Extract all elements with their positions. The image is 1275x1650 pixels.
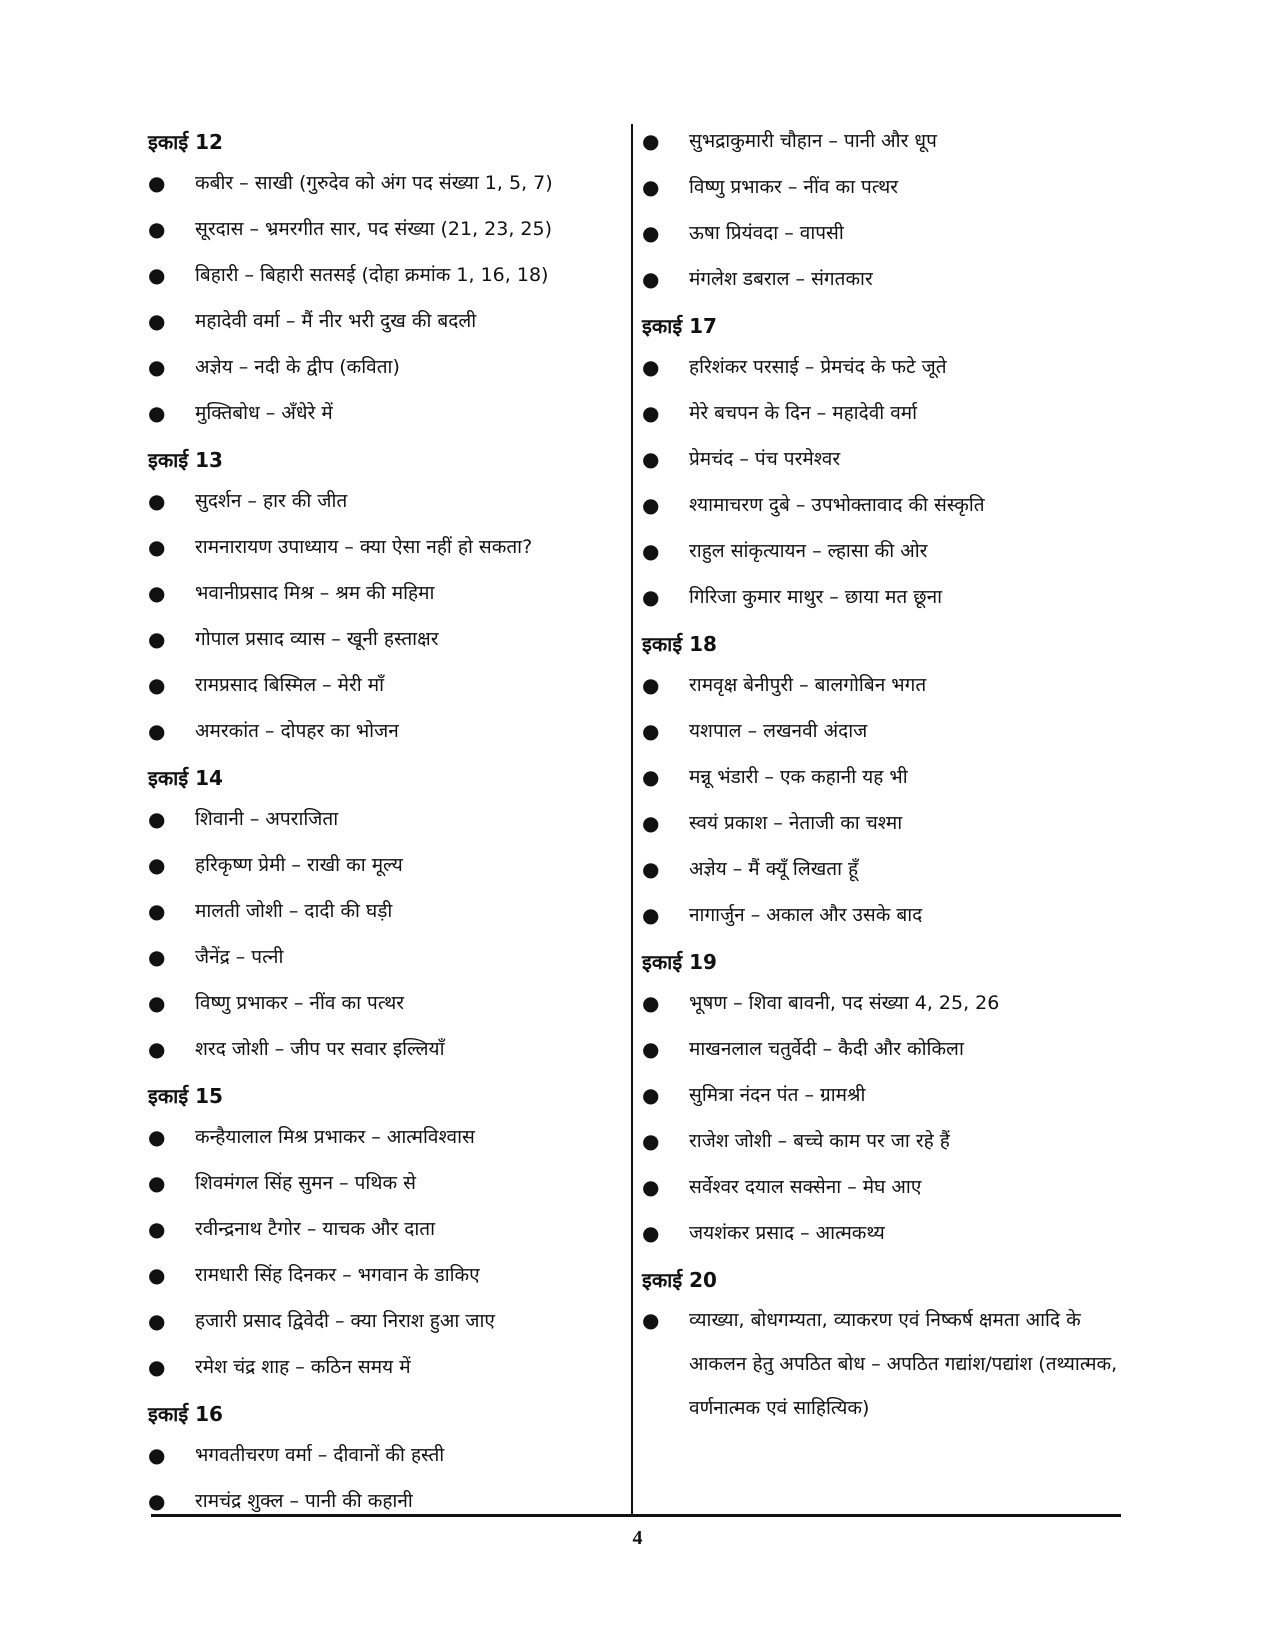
list-item: ● सुदर्शन – हार की जीत [148, 478, 618, 524]
list-item: ● शरद जोशी – जीप पर सवार इल्लियाँ [148, 1026, 618, 1072]
unit-heading: इकाई 14 [148, 766, 223, 790]
list-item: ● मन्नू भंडारी – एक कहानी यह भी [642, 754, 1132, 800]
list-item: ● नागार्जुन – अकाल और उसके बाद [642, 892, 1132, 938]
list-item: ● रमेश चंद्र शाह – कठिन समय में [148, 1344, 618, 1390]
list-item: ● कबीर – साखी (गुरुदेव को अंग पद संख्या 1, 5, 7) [148, 160, 618, 206]
bullet-icon: ● [642, 355, 660, 379]
bullet-icon: ● [642, 719, 660, 743]
bullet-icon: ● [642, 857, 660, 881]
list-item: ● अमरकांत – दोपहर का भोजन [148, 708, 618, 754]
list-item: ● हरिशंकर परसाई – प्रेमचंद के फटे जूते [642, 344, 1132, 390]
bullet-icon: ● [642, 1083, 660, 1107]
list-item: ● जैनेंद्र – पत्नी [148, 934, 618, 980]
bullet-icon: ● [148, 807, 166, 831]
list-item: ● रामप्रसाद बिस्मिल – मेरी माँ [148, 662, 618, 708]
list-item: ● सूरदास – भ्रमरगीत सार, पद संख्या (21, 23, 25) [148, 206, 618, 252]
bullet-icon: ● [148, 535, 166, 559]
bullet-icon: ● [642, 221, 660, 245]
list-item: ● मेरे बचपन के दिन – महादेवी वर्मा [642, 390, 1132, 436]
list-item: ● भूषण – शिवा बावनी, पद संख्या 4, 25, 26 [642, 980, 1132, 1026]
bullet-icon: ● [148, 719, 166, 743]
column-divider [631, 124, 633, 1517]
list-item: ● बिहारी – बिहारी सतसई (दोहा क्रमांक 1, 16, 18) [148, 252, 618, 298]
bullet-icon: ● [148, 309, 166, 333]
bullet-icon: ● [148, 401, 166, 425]
list-item: ● शिवानी – अपराजिता [148, 796, 618, 842]
list-item: ● विष्णु प्रभाकर – नींव का पत्थर [642, 164, 1132, 210]
bullet-icon: ● [642, 585, 660, 609]
bullet-icon: ● [642, 1129, 660, 1153]
bullet-icon: ● [148, 489, 166, 513]
list-item: ● राजेश जोशी – बच्चे काम पर जा रहे हैं [642, 1118, 1132, 1164]
page-number: 4 [632, 1527, 643, 1549]
list-item: ● सुभद्राकुमारी चौहान – पानी और धूप [642, 118, 1132, 164]
bullet-icon: ● [148, 1125, 166, 1149]
list-item: ● जयशंकर प्रसाद – आत्मकथ्य [642, 1210, 1132, 1256]
bullet-icon: ● [148, 355, 166, 379]
list-item: ● रामनारायण उपाध्याय – क्या ऐसा नहीं हो सकता? [148, 524, 618, 570]
list-item: ● महादेवी वर्मा – मैं नीर भरी दुख की बदली [148, 298, 618, 344]
list-item: ● रामधारी सिंह दिनकर – भगवान के डाकिए [148, 1252, 618, 1298]
bullet-icon: ● [642, 447, 660, 471]
bullet-icon: ● [148, 991, 166, 1015]
bullet-icon: ● [642, 765, 660, 789]
list-item: ● सुमित्रा नंदन पंत – ग्रामश्री [642, 1072, 1132, 1118]
bullet-icon: ● [148, 581, 166, 605]
bullet-icon: ● [642, 1221, 660, 1245]
list-item: ● यशपाल – लखनवी अंदाज [642, 708, 1132, 754]
list-item: ● रवीन्द्रनाथ टैगोर – याचक और दाता [148, 1206, 618, 1252]
list-item: ● श्यामाचरण दुबे – उपभोक्तावाद की संस्कृति [642, 482, 1132, 528]
unit-heading: इकाई 18 [642, 632, 717, 656]
list-item: ● अज्ञेय – नदी के द्वीप (कविता) [148, 344, 618, 390]
footer-rule [151, 1514, 1121, 1517]
unit-heading: इकाई 16 [148, 1402, 223, 1426]
bullet-icon: ● [642, 903, 660, 927]
bullet-icon: ● [642, 673, 660, 697]
list-item: ● माखनलाल चतुर्वेदी – कैदी और कोकिला [642, 1026, 1132, 1072]
bullet-icon: ● [148, 263, 166, 287]
list-item: ● विष्णु प्रभाकर – नींव का पत्थर [148, 980, 618, 1026]
bullet-icon: ● [148, 945, 166, 969]
bullet-icon: ● [148, 853, 166, 877]
list-item: ● रामवृक्ष बेनीपुरी – बालगोबिन भगत [642, 662, 1132, 708]
right-column [642, 118, 1132, 1430]
bullet-icon: ● [148, 1171, 166, 1195]
unit-heading: इकाई 19 [642, 950, 717, 974]
list-item: ● सर्वेश्वर दयाल सक्सेना – मेघ आए [642, 1164, 1132, 1210]
bullet-icon: ● [642, 493, 660, 517]
bullet-icon: ● [148, 1263, 166, 1287]
bullet-icon: ● [642, 267, 660, 291]
bullet-icon: ● [148, 1489, 166, 1513]
list-item: ● ऊषा प्रियंवदा – वापसी [642, 210, 1132, 256]
list-item: ● भगवतीचरण वर्मा – दीवानों की हस्ती [148, 1432, 618, 1478]
bullet-icon: ● [642, 401, 660, 425]
bullet-icon: ● [148, 899, 166, 923]
list-item: ● मुक्तिबोध – अँधेरे में [148, 390, 618, 436]
bullet-icon: ● [642, 1308, 660, 1332]
bullet-icon: ● [642, 811, 660, 835]
bullet-icon: ● [642, 1175, 660, 1199]
list-item: ● राहुल सांकृत्यायन – ल्हासा की ओर [642, 528, 1132, 574]
list-item: ● स्वयं प्रकाश – नेताजी का चश्मा [642, 800, 1132, 846]
list-item: ● गिरिजा कुमार माथुर – छाया मत छूना [642, 574, 1132, 620]
list-item: ● मालती जोशी – दादी की घड़ी [148, 888, 618, 934]
list-item: ● हजारी प्रसाद द्विवेदी – क्या निराश हुआ जाए [148, 1298, 618, 1344]
list-item: ● मंगलेश डबराल – संगतकार [642, 256, 1132, 302]
bullet-icon: ● [148, 1309, 166, 1333]
unit-heading: इकाई 13 [148, 448, 223, 472]
bullet-icon: ● [148, 171, 166, 195]
list-item: ● शिवमंगल सिंह सुमन – पथिक से [148, 1160, 618, 1206]
bullet-icon: ● [148, 1037, 166, 1061]
bullet-icon: ● [148, 1355, 166, 1379]
unit-heading: इकाई 12 [148, 130, 223, 154]
left-column [148, 118, 618, 1524]
bullet-icon: ● [148, 1443, 166, 1467]
bullet-icon: ● [642, 991, 660, 1015]
list-item: ● प्रेमचंद – पंच परमेश्वर [642, 436, 1132, 482]
bullet-icon: ● [642, 175, 660, 199]
bullet-icon: ● [642, 539, 660, 563]
unit-heading: इकाई 17 [642, 314, 717, 338]
list-item: ● व्याख्या, बोधगम्यता, व्याकरण एवं निष्कर्ष क्षमता आदि के आकलन हेतु अपठित बोध – अपठित गद्यांश/पद्यांश (तथ्यात्मक, वर्णनात्मक एवं साहित्यिक) [642, 1298, 1132, 1430]
list-item: ● भवानीप्रसाद मिश्र – श्रम की महिमा [148, 570, 618, 616]
bullet-icon: ● [148, 627, 166, 651]
list-item: ● अज्ञेय – मैं क्यूँ लिखता हूँ [642, 846, 1132, 892]
unit-heading: इकाई 15 [148, 1084, 223, 1108]
list-item: ● गोपाल प्रसाद व्यास – खूनी हस्ताक्षर [148, 616, 618, 662]
list-item: ● हरिकृष्ण प्रेमी – राखी का मूल्य [148, 842, 618, 888]
bullet-icon: ● [148, 1217, 166, 1241]
unit-heading: इकाई 20 [642, 1268, 717, 1292]
list-item: ● रामचंद्र शुक्ल – पानी की कहानी [148, 1478, 618, 1524]
list-item: ● कन्हैयालाल मिश्र प्रभाकर – आत्मविश्वास [148, 1114, 618, 1160]
bullet-icon: ● [148, 217, 166, 241]
bullet-icon: ● [148, 673, 166, 697]
bullet-icon: ● [642, 1037, 660, 1061]
bullet-icon: ● [642, 129, 660, 153]
